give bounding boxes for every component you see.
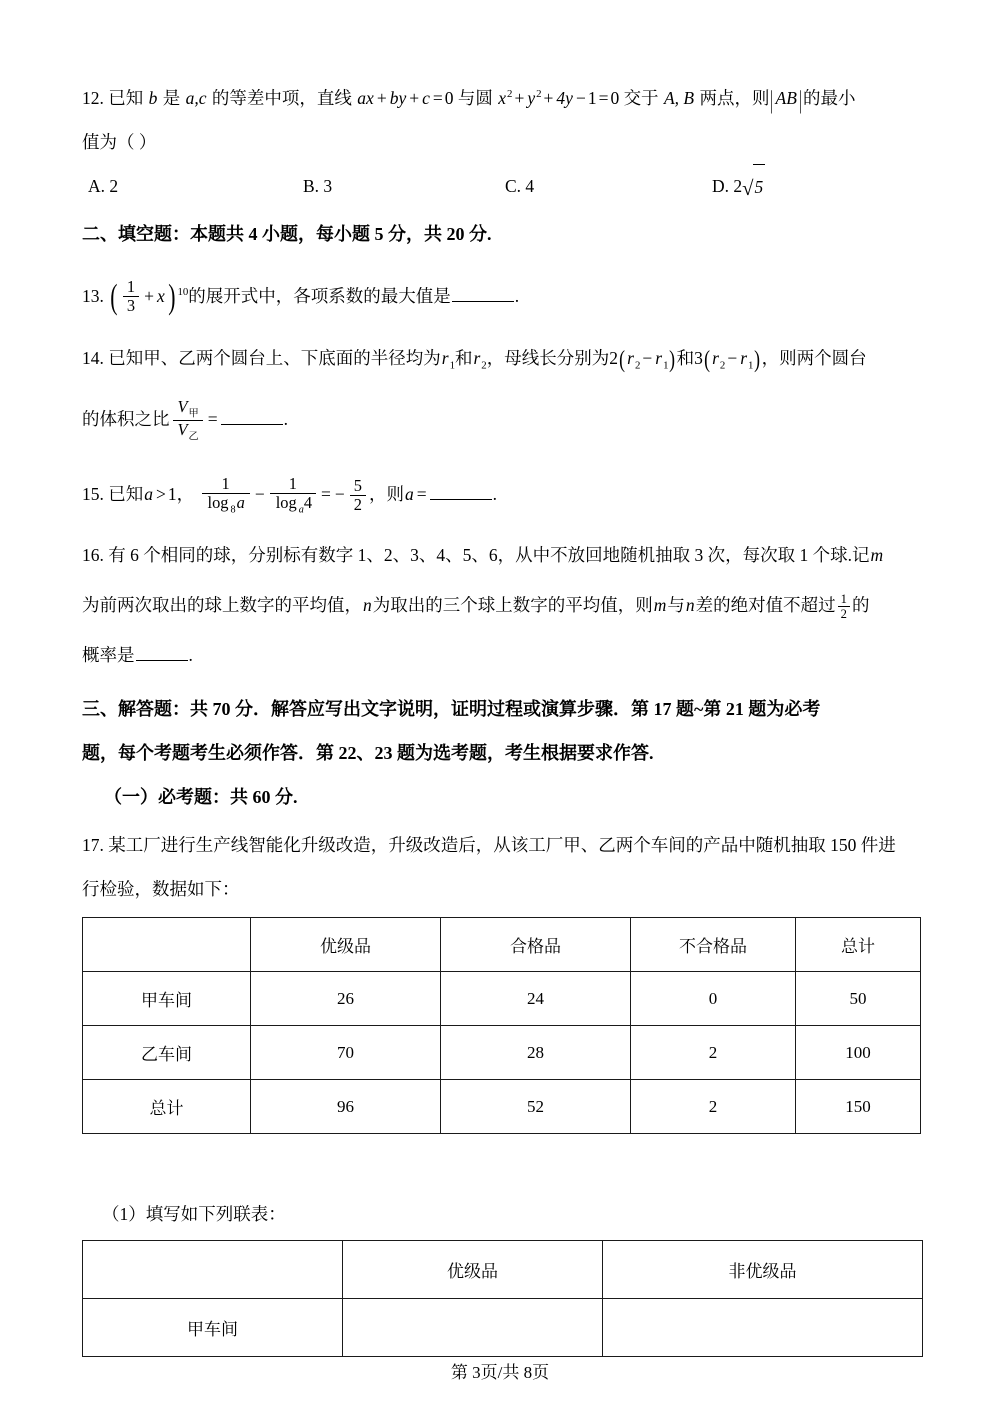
q12-vars-ac: a,c <box>185 87 207 108</box>
q13-plus: + <box>144 285 154 306</box>
question-16-line-1 <box>82 545 884 565</box>
cell-jia-total: 50 <box>796 972 921 1026</box>
q12-line-c: c <box>422 87 430 108</box>
option-d[interactable] <box>712 164 765 210</box>
cell-yi-total: 100 <box>796 1026 921 1080</box>
q15-gt: > <box>156 484 166 505</box>
q14-r1: r <box>441 347 449 368</box>
question-17-line-2: 行检验，数据如下： <box>82 879 240 900</box>
q16-half-den: 2 <box>840 606 847 621</box>
q16-half-num: 1 <box>838 592 850 607</box>
question-17-line-1 <box>82 823 922 867</box>
q12-points-ab: A, B <box>663 87 695 108</box>
table-header-row <box>83 1241 923 1299</box>
row-label-total: 总计 <box>83 1080 251 1134</box>
q12-circle-x: x <box>498 87 507 108</box>
q14-paren-open-1: ( <box>619 345 625 373</box>
option-d-label: D. 2 <box>712 175 743 196</box>
question-16-line-3 <box>82 633 922 677</box>
q15-equals: = <box>321 484 331 505</box>
q15-f2-base: a <box>298 504 304 516</box>
q14-number: 14. <box>82 347 104 368</box>
q16-m-1: m <box>870 545 884 566</box>
q12-abs-bar-left: | <box>770 86 774 115</box>
q16-n-2: n <box>685 595 695 616</box>
quality-inspection-table <box>82 917 921 1134</box>
q14-and-1: 和 <box>454 347 473 368</box>
table-header-row <box>83 918 921 972</box>
cell-jia-unqualified: 0 <box>631 972 796 1026</box>
page-footer: 第 3页/共 8页 <box>450 1363 550 1382</box>
table-row <box>83 972 921 1026</box>
q14-rr2-b: r <box>712 347 719 368</box>
question-14 <box>82 336 922 388</box>
q15-text-1: 已知 <box>108 484 144 505</box>
q14-coef-2: 2 <box>609 347 618 368</box>
q12-line-by: by <box>389 87 407 108</box>
q12-text-6: 两点，则 <box>699 87 770 108</box>
q14-coef-3: 3 <box>694 347 703 368</box>
q12-abs-inner: AB <box>775 87 797 108</box>
q14-v-denominator <box>173 421 203 442</box>
q15-var-a-2: a <box>405 484 414 505</box>
q16-line-2b: 为取出的三个球上数字的平均值，则 <box>372 595 653 616</box>
q12-plus-1: + <box>376 87 387 108</box>
q15-f2-num: 1 <box>270 475 316 494</box>
q15-f2-arg: 4 <box>303 492 313 512</box>
q13-exponent: 10 <box>177 285 189 298</box>
q15-fraction-2 <box>270 475 316 515</box>
q14-minus-2: − <box>727 347 738 368</box>
q14-rr1-b-sub: 1 <box>748 359 754 372</box>
q12-plus-2: + <box>409 87 420 108</box>
q12-circle-plus-2: + <box>543 87 554 108</box>
question-12-line-1 <box>82 86 856 115</box>
q12-circle-y: y <box>527 87 536 108</box>
q13-answer-blank[interactable] <box>452 284 514 302</box>
q16-line-2d: 差的绝对值不超过 <box>695 595 836 616</box>
q14-paren-open-2: ( <box>704 345 710 373</box>
contingency-header-blank <box>83 1241 343 1299</box>
option-a[interactable]: A. 2 <box>88 175 119 196</box>
q14-r1-sub: 1 <box>449 359 455 372</box>
q14-rr1-b: r <box>740 347 747 368</box>
q14-v-num-symbol: V <box>177 397 188 417</box>
q12-number: 12. <box>82 87 104 108</box>
question-12-options <box>82 164 922 208</box>
q13-tail-text: 的展开式中，各项系数的最大值是 <box>188 285 451 306</box>
q12-circle-4y: 4y <box>556 87 573 108</box>
q14-rr2-a: r <box>627 347 634 368</box>
q12-text-4: 与圆 <box>457 87 493 108</box>
q14-v-num-sub: 甲 <box>188 408 199 420</box>
q13-frac-denominator: 3 <box>126 296 136 316</box>
q14-r2: r <box>473 347 481 368</box>
q17-number: 17. <box>82 835 104 856</box>
q14-minus-1: − <box>642 347 653 368</box>
q15-fraction-3 <box>350 477 366 514</box>
contingency-cell-jia-premium[interactable] <box>343 1299 603 1357</box>
contingency-cell-jia-non-premium[interactable] <box>603 1299 923 1357</box>
q12-text-1: 已知 <box>108 87 144 108</box>
q13-number: 13. <box>82 285 104 306</box>
q13-frac-numerator: 1 <box>123 278 139 297</box>
q13-paren-close: ) <box>167 276 176 316</box>
q12-abs-bar-right: | <box>799 86 802 115</box>
sqrt-icon <box>742 165 765 210</box>
q15-f1-log: log <box>207 492 229 512</box>
q15-f1-arg: a <box>236 492 245 512</box>
q14-v-numerator <box>173 398 203 420</box>
q15-number: 15. <box>82 484 104 505</box>
section-3-heading-line-1: 三、解答题：共 70 分．解答应写出文字说明，证明过程或演算步骤．第 17 题~第 21 题为必考 <box>82 699 821 720</box>
cell-jia-premium: 26 <box>251 972 441 1026</box>
cell-total-qualified: 52 <box>441 1080 631 1134</box>
q12-circle-plus-1: + <box>514 87 525 108</box>
q14-equals: = <box>207 409 218 430</box>
question-16-line-2 <box>82 577 922 633</box>
q14-line2-text: 的体积之比 <box>82 409 170 430</box>
q13-period: . <box>514 285 520 306</box>
q12-text-7: 的最小 <box>803 87 856 108</box>
table-row <box>83 1299 923 1357</box>
q14-rr1-a-sub: 1 <box>663 359 669 372</box>
q14-text-3: ，则两个圆台 <box>761 347 867 368</box>
radical-sign: √ <box>742 178 754 201</box>
question-13 <box>82 262 922 326</box>
q14-text-2: ，母线长分别为 <box>486 347 610 368</box>
header-cell-blank <box>83 918 251 972</box>
question-12-line-2: 值为（ ） <box>82 131 157 152</box>
table-row <box>83 1080 921 1134</box>
q15-comma-2: ，则 <box>369 484 404 505</box>
q15-f3-den: 2 <box>353 494 362 514</box>
q15-var-a: a <box>144 484 153 505</box>
q14-text-1: 已知甲、乙两个圆台上、下底面的半径均为 <box>108 347 441 368</box>
q12-var-b: b <box>148 87 158 108</box>
cell-yi-qualified: 28 <box>441 1026 631 1080</box>
question-14-line-2 <box>82 387 922 451</box>
header-cell-total: 总计 <box>796 918 921 972</box>
option-d-radicand: 5 <box>753 164 765 209</box>
q16-line-1-text: 有 6 个相同的球，分别标有数字 1、2、3、4、5、6，从中不放回地随机抽取 3 次，每次取 1 个球.记 <box>108 545 870 566</box>
q13-paren-open: ( <box>110 276 118 316</box>
q12-circle-one: 1 <box>587 87 597 108</box>
q12-eq-2: = <box>598 87 609 108</box>
cell-total-total: 150 <box>796 1080 921 1134</box>
section-3-heading-line-2: 题，每个考题考生必须作答．第 22、23 题为选考题，考生根据要求作答. <box>82 743 654 764</box>
contingency-header-premium: 优级品 <box>343 1241 603 1299</box>
q15-answer-blank[interactable] <box>430 483 492 501</box>
q16-m-2: m <box>653 595 667 616</box>
q15-f2-log: log <box>275 492 297 512</box>
q16-period: . <box>188 645 193 666</box>
q14-v-den-sub: 乙 <box>188 430 199 442</box>
q12-text-2: 是 <box>162 87 181 108</box>
q12-eq-1: = <box>432 87 443 108</box>
row-label-workshop-jia: 甲车间 <box>83 972 251 1026</box>
header-cell-premium: 优级品 <box>251 918 441 972</box>
q17-line-1-text: 某工厂进行生产线智能化升级改造，升级改造后，从该工厂甲、乙两个车间的产品中随机抽取 150 件进 <box>108 835 896 856</box>
q15-comma-1: ， <box>176 484 195 505</box>
q14-rr2-a-sub: 2 <box>634 359 641 372</box>
question-17-sub-1-label: （1）填写如下列联表： <box>102 1204 286 1225</box>
q16-line-3-text: 概率是 <box>82 645 135 666</box>
q14-volume-ratio <box>173 398 203 442</box>
q12-circle-y-exp: 2 <box>536 88 542 100</box>
contingency-row-label-jia: 甲车间 <box>83 1299 343 1357</box>
contingency-header-non-premium: 非优级品 <box>603 1241 923 1299</box>
q12-text-3: 的等差中项，直线 <box>211 87 352 108</box>
option-c[interactable]: C. 4 <box>505 175 535 196</box>
cell-total-unqualified: 2 <box>631 1080 796 1134</box>
question-12 <box>82 72 922 120</box>
q14-paren-close-2: ) <box>754 345 761 373</box>
header-cell-qualified: 合格品 <box>441 918 631 972</box>
q12-text-5: 交于 <box>623 87 659 108</box>
q16-line-2e: 的 <box>851 595 870 616</box>
q16-line-2a: 为前两次取出的球上数字的平均值， <box>82 595 362 616</box>
page-content <box>82 72 922 1357</box>
section-2-heading: 二、填空题：本题共 4 小题，每小题 5 分，共 20 分. <box>82 223 492 244</box>
q12-zero-2: 0 <box>610 87 620 108</box>
q13-fraction <box>123 278 139 315</box>
contingency-table <box>82 1240 923 1357</box>
q14-rr1-a: r <box>655 347 663 368</box>
q15-minus: − <box>254 484 265 505</box>
q15-f1-num: 1 <box>202 475 250 494</box>
question-14-line-1 <box>82 345 867 373</box>
q16-number: 16. <box>82 545 104 566</box>
question-15 <box>82 463 922 525</box>
q14-r2-sub: 2 <box>481 359 487 372</box>
q12-circle-minus: − <box>575 87 586 108</box>
q14-v-den-symbol: V <box>177 419 188 439</box>
q13-var-x: x <box>157 285 165 306</box>
row-label-workshop-yi: 乙车间 <box>83 1026 251 1080</box>
q14-paren-close-1: ) <box>669 345 676 373</box>
cell-jia-qualified: 24 <box>441 972 631 1026</box>
q12-line-ax: ax <box>357 87 374 108</box>
q14-and-2: 和 <box>676 347 695 368</box>
q15-f1-base: 8 <box>230 504 236 516</box>
table-row <box>83 1026 921 1080</box>
q15-equals-2: = <box>416 484 427 505</box>
q14-period: . <box>283 409 288 430</box>
q16-n-1: n <box>363 595 372 616</box>
q14-answer-blank[interactable] <box>221 408 283 426</box>
cell-yi-unqualified: 2 <box>631 1026 796 1080</box>
q12-zero-1: 0 <box>444 87 454 108</box>
cell-total-premium: 96 <box>251 1080 441 1134</box>
question-16 <box>82 533 922 577</box>
q15-f2-den <box>270 494 316 515</box>
subsection-a-heading: （一）必考题：共 60 分. <box>104 787 298 808</box>
cell-yi-premium: 70 <box>251 1026 441 1080</box>
q15-fraction-1 <box>202 475 250 515</box>
q15-neg: − <box>334 484 345 505</box>
q16-line-2c: 与 <box>667 595 685 616</box>
option-b[interactable]: B. 3 <box>303 175 333 196</box>
q15-f3-num: 5 <box>350 477 366 496</box>
q15-period: . <box>492 484 497 505</box>
q14-rr2-b-sub: 2 <box>719 359 726 372</box>
q12-circle-x-exp: 2 <box>507 88 513 100</box>
q15-f1-den <box>202 494 250 515</box>
header-cell-unqualified: 不合格品 <box>631 918 796 972</box>
q15-one: 1 <box>167 484 177 505</box>
q16-half-fraction <box>838 592 850 621</box>
q16-answer-blank[interactable] <box>136 644 188 662</box>
